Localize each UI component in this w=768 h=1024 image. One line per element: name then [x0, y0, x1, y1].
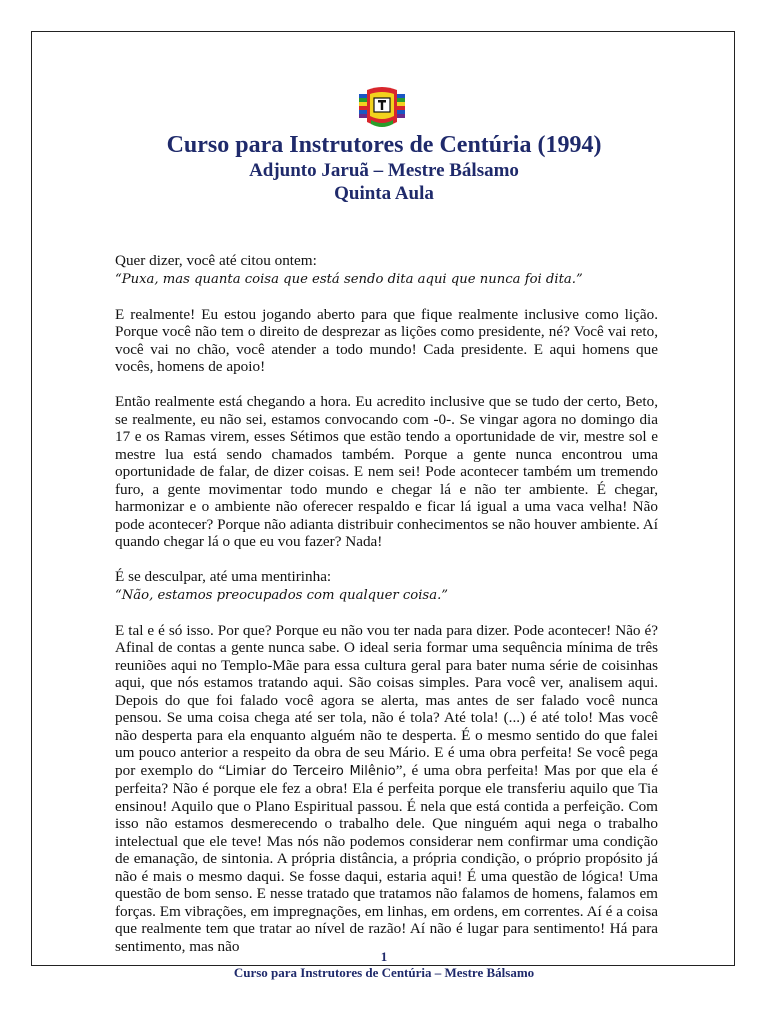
paragraph-text: É se desculpar, até uma mentirinha: [115, 568, 332, 585]
emblem-icon [357, 86, 407, 130]
paragraph: E realmente! Eu estou jogando aberto para que fique realmente inclusive como lição. Porque você não tem o direito de desprezar as lições como presidente, né? Você vai reto, você vai no chão, você atender a todo mundo! Cada presidente. E aqui homens que vocês, homens de apoio! [115, 305, 658, 375]
lesson-label: Quinta Aula [334, 183, 434, 204]
paragraph [115, 622, 658, 956]
paragraph [115, 568, 658, 604]
book-title: Limiar do Terceiro Milênio [225, 763, 396, 779]
paragraph-text: Quer dizer, você até citou ontem: [115, 252, 317, 269]
paragraph: Então realmente está chegando a hora. Eu acredito inclusive que se tudo der certo, Beto, se realmente, eu não sei, estamos convocando com -0-. Se vingar agora no domingo dia 17 e os Ramas virem, esses Sétimos que estão tendo a oportunidade de vir, mestre sol e mestre lua está sendo chamados também. Porque a gente nunca encontrou uma oportunidade de falar, de dizer coisas. E nem sei! Pode acontecer também um tremendo furo, a gente movimentar todo mundo e chegar lá e não ter ambiente. É chegar, harmonizar e o ambiente não oferecer respaldo e ficar lá igual a uma vaca velha! Não pode acontecer? Porque não adianta distribuir conhecimentos se não houver ambiente. Aí quando chegar lá o que eu vou fazer? Nada! [115, 393, 658, 550]
page-number: 1 [380, 949, 388, 964]
body-text [115, 252, 658, 973]
quote: “Puxa, mas quanta coisa que está sendo dita aqui que nunca foi dita.” [115, 271, 583, 287]
footer-title: Curso para Instrutores de Centúria – Mestre Bálsamo [233, 965, 535, 980]
quote: “Não, estamos preocupados com qualquer coisa.” [115, 587, 448, 603]
paragraph-text: E tal e é só isso. Por que? Porque eu não vou ter nada para dizer. Pode acontecer! Não é? Afinal de contas a gente nunca sabe. O ideal seria formar uma sequência mínima de três reuniões aqui no Templo-Mãe para essa cultura geral para bater numa série de coisinhas aqui, que nós estamos tratando aqui. São coisas simples. Para você ver, analisem aqui. Depois do que foi falado você agora se alerta, mas antes de ser falado você nunca pensou. Se uma coisa chega até ser tola, não é tola? Até tola! (...) é até tolo! Mas você não desperta para ela enquanto alguém não te desperta. É o mesmo sentido do que falei um pouco anterior a respeito da obra de seu Mário. E é uma obra perfeita! Se você pega por exemplo do “ [115, 621, 658, 779]
paragraph-text: ”, é uma obra perfeita! Mas por que ela é perfeita? Não é porque ele fez a obra! Ela é perfeita porque ele transferiu aquilo que Tia ensinou! Aquilo que o Plano Espiritual passou. É nela que está contida a perfeição. Com isso não estamos desmerecendo o trabalho dele. Que ninguém aqui nega o trabalho intelectual que ele teve! Mas nós não podemos considerar nem confirmar uma condição de emanação, de sintonia. A própria distância, a própria condição, o próprio propósito já não é mais o mesmo daqui. Se fosse daqui, estaria aqui! É uma questão de lógica! Uma questão de bom senso. E nesse tratado que tratamos não falamos de homens, falamos em forças. Em vibrações, em impregnações, em linhas, em ordens, em correntes. Aí é a coisa que realmente tem que tratar ao nível de razão! Aí não é lugar para sentimento! Há para sentimento, mas não [115, 761, 658, 955]
paragraph [115, 252, 658, 288]
document-subtitle: Adjunto Jaruã – Mestre Bálsamo [249, 160, 519, 181]
document-title: Curso para Instrutores de Centúria (1994) [166, 132, 602, 158]
